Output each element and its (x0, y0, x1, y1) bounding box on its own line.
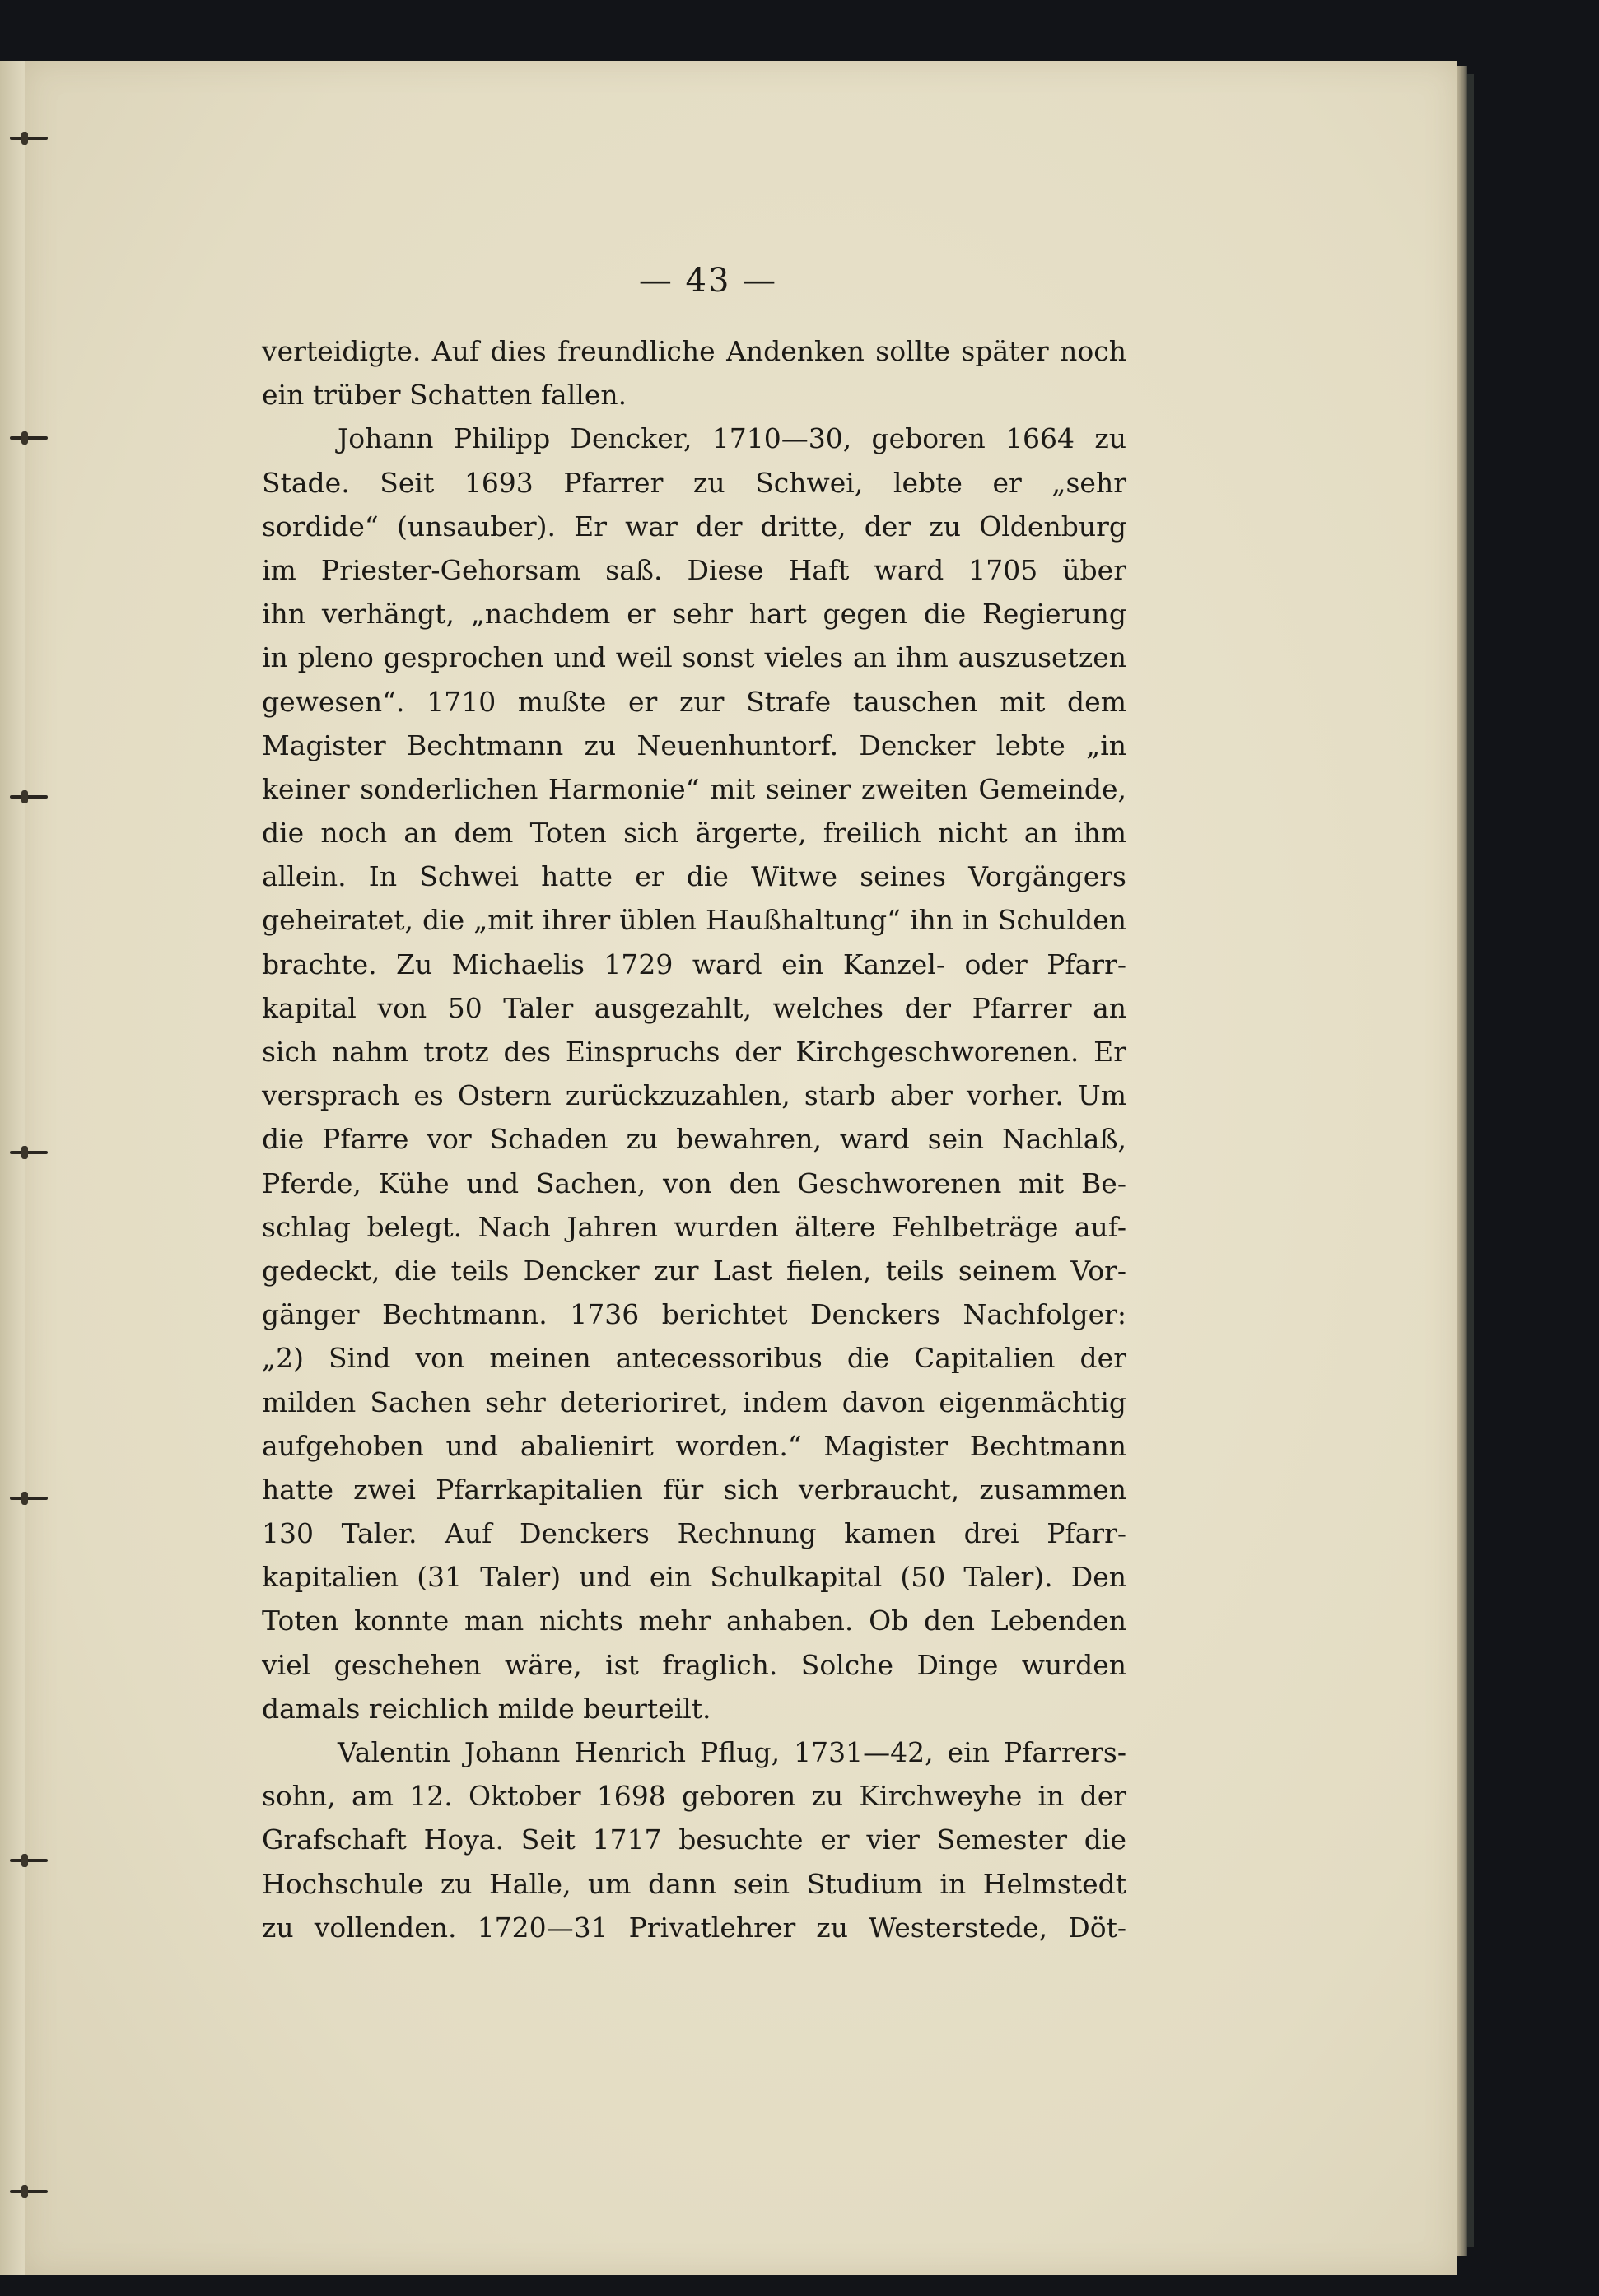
binding-thread-mark (10, 1859, 48, 1862)
text-line: damals reichlich milde beurteilt. (262, 1692, 711, 1725)
binding-thread-mark (10, 1497, 48, 1500)
text-line: allein. In Schwei hatte er die Witwe seines Vorgängers (262, 860, 1126, 893)
text-line: die noch an dem Toten sich ärgerte, freilich nicht an ihm (262, 817, 1126, 850)
text-line: viel geschehen wäre, ist fraglich. Solche Dinge wurden (262, 1648, 1126, 1681)
binding-thread-mark (10, 436, 48, 440)
text-line: keiner sonderlichen Harmonie“ mit seiner zweiten Gemeinde, (262, 772, 1126, 805)
text-line: 130 Taler. Auf Denckers Rechnung kamen drei Pfarr- (262, 1517, 1126, 1550)
binding-thread-mark (10, 795, 48, 799)
text-line: geheiratet, die „mit ihrer üblen Haußhaltung“ ihn in Schulden (262, 904, 1126, 937)
text-line: versprach es Ostern zurückzuzahlen, starb aber vorher. Um (262, 1079, 1126, 1112)
text-line: schlag belegt. Nach Jahren wurden ältere Fehlbeträge auf- (262, 1210, 1126, 1243)
text-line: sich nahm trotz des Einspruchs der Kirchgeschworenen. Er (262, 1036, 1126, 1068)
text-line: die Pfarre vor Schaden zu bewahren, ward sein Nachlaß, (262, 1123, 1126, 1156)
text-line: Pferde, Kühe und Sachen, von den Geschworenen mit Be- (262, 1167, 1126, 1199)
text-line: brachte. Zu Michaelis 1729 ward ein Kanzel- oder Pfarr- (262, 948, 1126, 980)
text-line: Grafschaft Hoya. Seit 1717 besuchte er vier Semester die (262, 1823, 1126, 1856)
binding-thread-mark (10, 137, 48, 140)
text-line: gewesen“. 1710 mußte er zur Strafe tauschen mit dem (262, 685, 1126, 718)
text-line: in pleno gesprochen und weil sonst vieles an ihm auszusetzen (262, 641, 1126, 674)
text-line: milden Sachen sehr deterioriret, indem davon eigenmächtig (262, 1386, 1126, 1418)
text-line: kapitalien (31 Taler) und ein Schulkapital (50 Taler). Den (262, 1561, 1126, 1594)
text-line: gedeckt, die teils Dencker zur Last fielen, teils seinem Vor- (262, 1254, 1126, 1287)
text-line: sordide“ (unsauber). Er war der dritte, der zu Oldenburg (262, 510, 1126, 543)
text-line: im Priester-Gehorsam saß. Diese Haft ward 1705 über (262, 553, 1126, 586)
binding-thread-mark (10, 2190, 48, 2193)
text-line: ihn verhängt, „nachdem er sehr hart gegen die Regierung (262, 598, 1126, 631)
text-line: „2) Sind von meinen antecessoribus die Capitalien der (262, 1342, 1126, 1375)
page-number: — 43 — (638, 262, 778, 300)
text-line: sohn, am 12. Oktober 1698 geboren zu Kirchweyhe in der (262, 1780, 1126, 1813)
text-line: Stade. Seit 1693 Pfarrer zu Schwei, lebte er „sehr (262, 466, 1126, 499)
text-line: kapital von 50 Taler ausgezahlt, welches der Pfarrer an (262, 991, 1126, 1024)
text-line: Valentin Johann Henrich Pflug, 1731—42, ein Pfarrers- (338, 1736, 1126, 1768)
text-line: zu vollenden. 1720—31 Privatlehrer zu Westerstede, Döt- (262, 1911, 1126, 1944)
text-line: Johann Philipp Dencker, 1710—30, geboren 1664 zu (338, 422, 1126, 455)
body-text (262, 329, 1126, 1949)
text-line: ein trüber Schatten fallen. (262, 379, 627, 412)
text-line: Hochschule zu Halle, um dann sein Studium in Helmstedt (262, 1867, 1126, 1900)
page-edge-shadow (1467, 74, 1474, 2247)
text-line: hatte zwei Pfarrkapitalien für sich verbraucht, zusammen (262, 1473, 1126, 1506)
text-line: Magister Bechtmann zu Neuenhuntorf. Dencker lebte „in (262, 729, 1126, 761)
text-line: gänger Bechtmann. 1736 berichtet Denckers Nachfolger: (262, 1298, 1126, 1331)
text-line: Toten konnte man nichts mehr anhaben. Ob den Lebenden (262, 1604, 1126, 1637)
text-line: verteidigte. Auf dies freundliche Andenken sollte später noch (262, 335, 1126, 367)
binding-thread-mark (10, 1151, 48, 1154)
page-edge (1457, 66, 1467, 2256)
text-line: aufgehoben und abalienirt worden.“ Magister Bechtmann (262, 1429, 1126, 1462)
